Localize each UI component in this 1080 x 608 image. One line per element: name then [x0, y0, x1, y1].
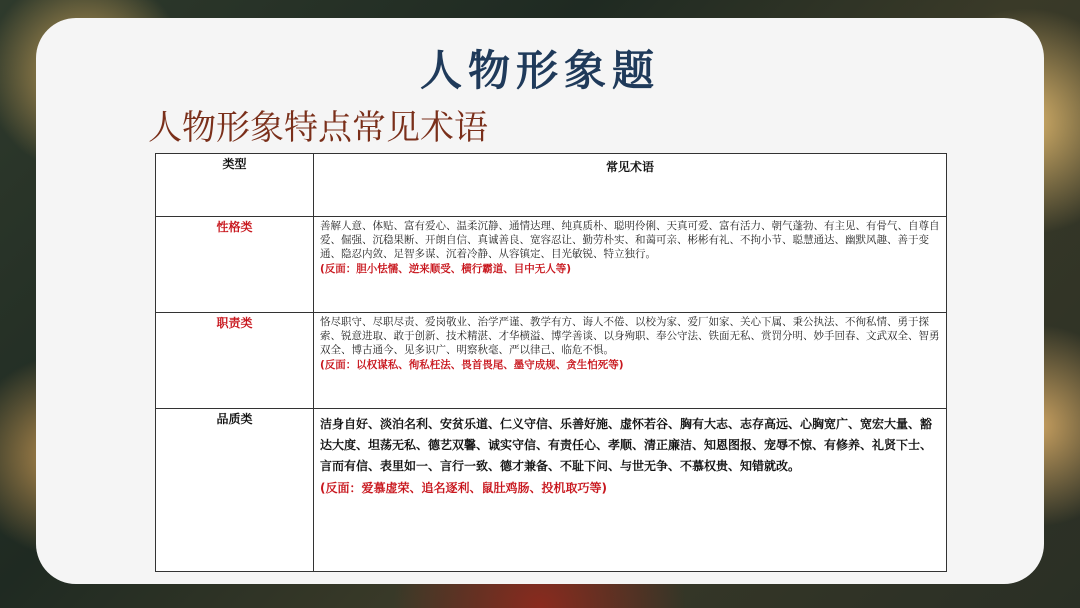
row-terms-cell: [314, 409, 947, 572]
slide-subtitle: 人物形象特点常见术语: [148, 108, 488, 148]
terms-text: 善解人意、体贴、富有爱心、温柔沉静、通情达理、纯真质朴、聪明伶俐、天真可爱、富有活力、朝气蓬勃、有主见、有骨气、自尊自爱、倔强、沉稳果断、开朗自信、真诚善良、宽容忍让、勤劳朴实、和蔼可亲、彬彬有礼、不拘小节、聪慧通达、幽默风趣、善于变通、隐忍内敛、足智多谋、沉着冷静、从容镇定、目光敏锐、特立独行。: [320, 220, 940, 260]
row-type-character: 品质类: [156, 409, 314, 572]
terms-text: 洁身自好、淡泊名利、安贫乐道、仁义守信、乐善好施、虚怀若谷、胸有大志、志存高远、心胸宽广、宽宏大量、豁达大度、坦荡无私、德艺双馨、诚实守信、有责任心、孝顺、清正廉洁、知恩图报、宠辱不惊、有修养、礼贤下士、言而有信、表里如一、言行一致、德才兼备、不耻下问、与世无争、不慕权贵、知错就改。: [320, 417, 933, 473]
terms-text: 恪尽职守、尽职尽责、爱岗敬业、治学严谨、教学有方、诲人不倦、以校为家、爱厂如家、关心下属、秉公执法、不徇私情、勇于探索、锐意进取、敢于创新、技术精湛、才华横溢、博学善谈、以身殉职、奉公守法、铁面无私、赏罚分明、妙手回春、文武双全、智勇双全、博古通今、见多识广、明察秋毫、严以律己、临危不惧。: [320, 316, 940, 356]
header-type: 类型: [156, 154, 314, 217]
row-terms-cell: [314, 217, 947, 313]
row-type-personality: 性格类: [156, 217, 314, 313]
table-row: [156, 217, 947, 313]
table-header-row: [156, 154, 947, 217]
slide-title: 人物形象题: [419, 46, 660, 95]
table-row: [156, 313, 947, 409]
terms-table: [155, 153, 947, 572]
table-row: [156, 409, 947, 572]
header-terms: 常见术语: [314, 154, 947, 217]
row-terms-cell: [314, 313, 947, 409]
row-type-duty: 职责类: [156, 313, 314, 409]
negative-terms: (反面：爱慕虚荣、追名逐利、鼠肚鸡肠、投机取巧等): [320, 481, 607, 495]
negative-terms: (反面：胆小怯懦、逆来顺受、横行霸道、目中无人等): [320, 263, 572, 275]
negative-terms: (反面：以权谋私、徇私枉法、畏首畏尾、墨守成规、贪生怕死等): [320, 359, 624, 371]
